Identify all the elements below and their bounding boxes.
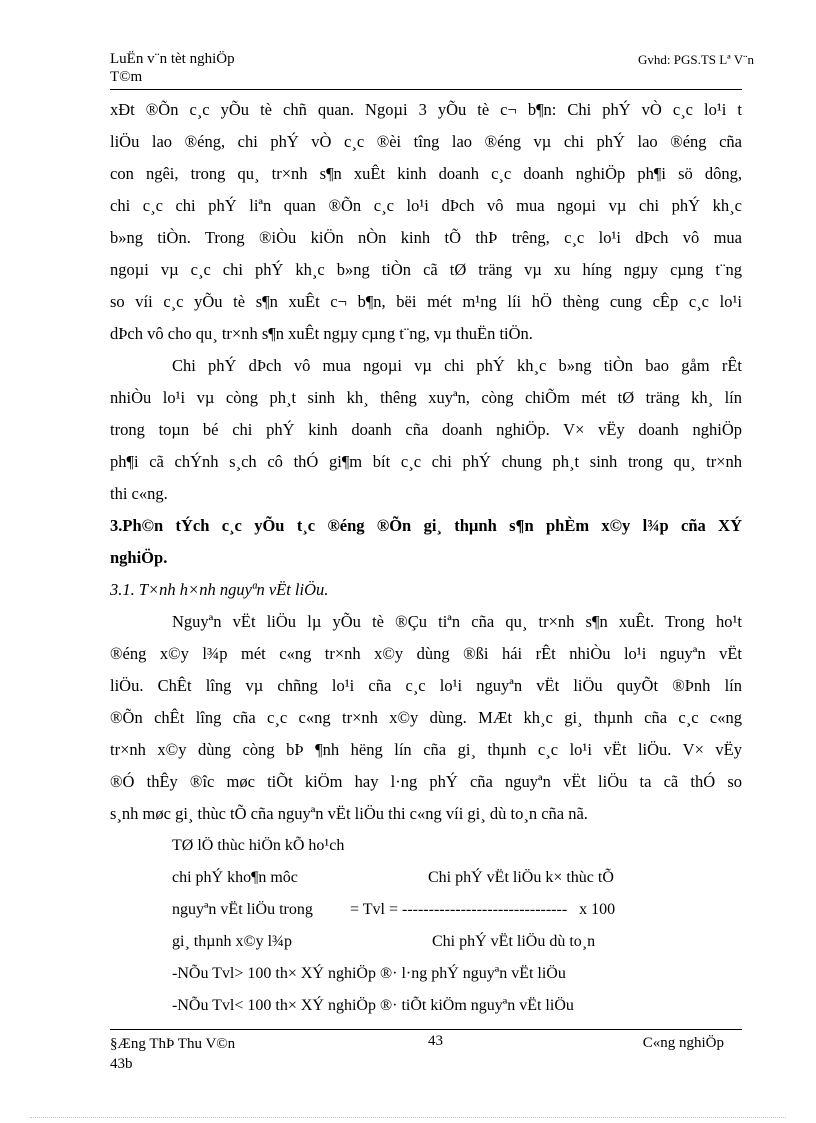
formula-row [110, 926, 742, 958]
section-heading-cont: nghiÖp. [110, 548, 168, 567]
body-line: ngoµi vµ c¸c chi phÝ kh¸c b»ng tiÒn cã tØ träng vµ xu híng ngµy cµng t¨ng [110, 260, 742, 279]
subsection-heading: 3.1. T×nh h×nh nguyªn vËt liÖu. [110, 580, 329, 599]
footer-author-class: 43b [110, 1056, 133, 1072]
header-left [110, 50, 235, 86]
header-thesis-title-cont: T©m [110, 69, 143, 85]
page-body [110, 94, 742, 1022]
body-line: xÐt ®Õn c¸c yÕu tè chñ quan. Ngoµi 3 yÕu tè c¬ b¶n: Chi phÝ vÒ c¸c lo¹i t [110, 100, 742, 119]
footer-department: C«ng nghiÖp [642, 1035, 724, 1051]
body-line: chi c¸c chi phÝ liªn quan ®Õn c¸c lo¹i dÞch vô mua ngoµi vµ chi phÝ kh¸c [110, 196, 742, 215]
body-line: liÖu. ChÊt lîng vµ chñng lo¹i cña c¸c lo¹i nguyªn vËt liÖu quyÕt ®Þnh lín [110, 676, 742, 695]
formula-rule: -NÕu Tvl> 100 th× XÝ nghiÖp ®· l·ng phÝ nguyªn vËt liÖu [172, 965, 566, 982]
header-divider [110, 89, 742, 90]
body-line: Nguyªn vËt liÖu lµ yÕu tè ®Çu tiªn cña qu¸ tr×nh s¶n xuÊt. Trong ho¹t [172, 612, 742, 631]
formula-fraction-bar: ------------------------------- [401, 901, 568, 918]
body-line: tr×nh x©y dùng còng bÞ ¶nh hëng lín cña gi¸ thµnh c¸c lo¹i vËt liÖu. V× vËy [110, 740, 742, 759]
header-supervisor: Gvhd: PGS.TS Lª V¨n [637, 52, 754, 67]
formula-label: nguyªn vËt liÖu trong [172, 901, 313, 918]
footer-divider [110, 1029, 742, 1030]
body-line: dÞch vô cho qu¸ tr×nh s¶n xuÊt ngµy cµng t¨ng, vµ thuËn tiÖn. [110, 324, 533, 343]
formula-row [110, 894, 742, 926]
header-thesis-title: LuËn v¨n tèt nghiÖp [110, 51, 235, 67]
body-line: trong toµn bé chi phÝ kinh doanh cña doanh nghiÖp. V× vËy doanh nghiÖp [110, 420, 742, 439]
body-line: s¸nh møc gi¸ thùc tÕ cña nguyªn vËt liÖu thi c«ng víi gi¸ dù to¸n cña nã. [110, 804, 588, 823]
formula-rule: -NÕu Tvl< 100 th× XÝ nghiÖp ®· tiÕt kiÖm nguyªn vËt liÖu [172, 997, 574, 1014]
body-line: b»ng tiÒn. Trong ®iÒu kiÖn nÒn kinh tÕ thÞ trêng, c¸c lo¹i dÞch vô mua [110, 228, 742, 247]
formula-numerator: Chi phÝ vËt liÖu k× thùc tÕ [428, 869, 614, 886]
body-line: thi c«ng. [110, 484, 168, 503]
footer-author [110, 1034, 235, 1074]
body-line: liÖu lao ®éng, chi phÝ vÒ c¸c ®èi tîng lao ®éng vµ chi phÝ lao ®éng cña [110, 132, 742, 151]
body-line: Chi phÝ dÞch vô mua ngoµi vµ chi phÝ kh¸c b»ng tiÒn bao gåm rÊt [172, 356, 742, 375]
body-line: nhiÒu lo¹i vµ còng ph¸t sinh kh¸ thêng xuyªn, còng chiÕm mét tØ träng kh¸ lín [110, 388, 742, 407]
body-line: so víi c¸c yÕu tè s¶n xuÊt c¬ b¶n, bëi mét m¹ng líi hÖ thèng cung cÊp c¸c lo¹i [110, 292, 742, 311]
body-line: ®Ó thÊy ®îc møc tiÕt kiÖm hay l·ng phÝ cña nguyªn vËt liÖu ta cã thÓ so [110, 772, 742, 791]
body-line: ®Õn chÊt lîng cña c¸c c«ng tr×nh x©y dùng. MÆt kh¸c gi¸ thµnh cña c¸c c«ng [110, 708, 742, 727]
section-heading: 3.Ph©n tÝch c¸c yÕu t¸c ®éng ®Õn gi¸ thµnh s¶n phÈm x©y l¾p cña XÝ [110, 516, 742, 535]
formula-title: TØ lÖ thùc hiÖn kÕ ho¹ch [172, 837, 345, 854]
body-line: con ngêi, trong qu¸ tr×nh s¶n xuÊt kinh doanh c¸c doanh nghiÖp ph¶i sö dông, [110, 164, 742, 183]
formula-label: chi phÝ kho¶n môc [172, 869, 298, 886]
body-line: ph¶i cã chÝnh s¸ch cô thÓ gi¶m bít c¸c chi phÝ chung ph¸t sinh trong qu¸ tr×nh [110, 452, 742, 471]
page-number: 43 [428, 1033, 443, 1049]
formula-equals: = Tvl = [350, 901, 402, 918]
formula-row [110, 862, 742, 894]
page-edge-divider [30, 1117, 786, 1118]
formula-denominator: Chi phÝ vËt liÖu dù to¸n [432, 933, 596, 950]
footer-author-name: §Æng ThÞ Thu V©n [110, 1036, 236, 1052]
body-line: ®éng x©y l¾p mét c«ng tr×nh x©y dùng ®ßi hái rÊt nhiÒu lo¹i nguyªn vËt [110, 644, 742, 663]
formula-label: gi¸ thµnh x©y l¾p [172, 933, 293, 950]
formula-multiplier: x 100 [579, 901, 616, 918]
